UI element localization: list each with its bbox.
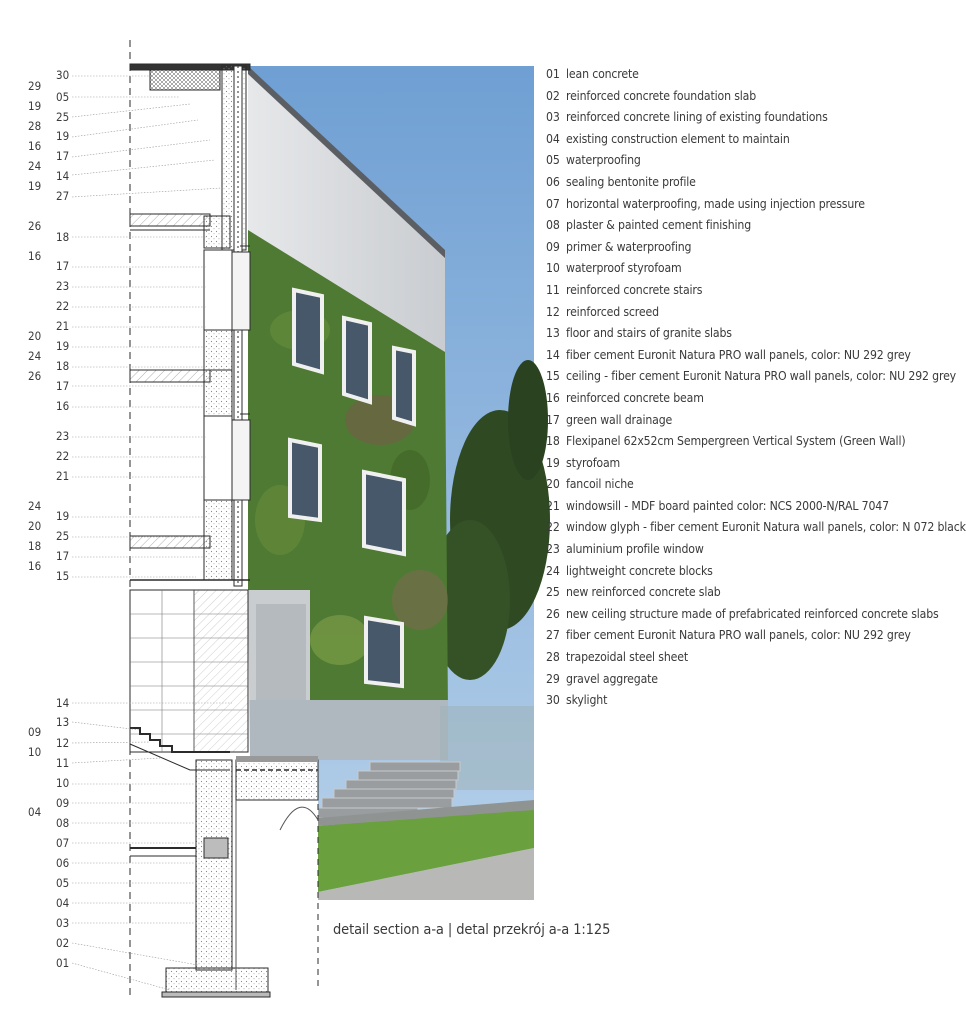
legend-text: waterproof styrofoam bbox=[566, 261, 682, 276]
legend-text: existing construction element to maintain bbox=[566, 131, 790, 146]
legend-item bbox=[546, 347, 911, 369]
legend-number: 18 bbox=[546, 434, 560, 449]
section-label-right: 14 bbox=[56, 696, 70, 710]
section-label-right: 25 bbox=[56, 529, 70, 543]
legend-number: 23 bbox=[546, 542, 560, 557]
legend-item bbox=[546, 282, 891, 304]
legend-text: reinforced concrete beam bbox=[566, 390, 704, 405]
section-label-left: 04 bbox=[28, 805, 42, 819]
legend-item bbox=[546, 627, 911, 649]
section-label-right: 21 bbox=[56, 319, 70, 333]
legend-item bbox=[546, 455, 891, 477]
legend-number: 28 bbox=[546, 650, 560, 665]
legend-number: 06 bbox=[546, 174, 560, 189]
legend-item bbox=[546, 217, 891, 239]
skylight-detail bbox=[150, 68, 220, 90]
legend-text: new reinforced concrete slab bbox=[566, 585, 721, 600]
section-label-right: 13 bbox=[56, 715, 70, 729]
legend-item bbox=[546, 131, 891, 153]
legend-text: lean concrete bbox=[566, 67, 639, 81]
legend-number: 19 bbox=[546, 455, 560, 470]
section-label-right: 17 bbox=[56, 259, 70, 273]
legend-number: 13 bbox=[546, 326, 560, 341]
section-label-left: 24 bbox=[28, 499, 42, 513]
section-label-left: 28 bbox=[28, 119, 42, 133]
legend-number: 14 bbox=[546, 347, 560, 362]
legend-item bbox=[546, 174, 891, 196]
section-label-left: 19 bbox=[28, 179, 42, 193]
section-label-left: 16 bbox=[28, 249, 42, 263]
section-label-right: 19 bbox=[56, 509, 70, 523]
section-label-right: 05 bbox=[56, 876, 70, 890]
legend-text: floor and stairs of granite slabs bbox=[566, 326, 732, 341]
section-label-right: 19 bbox=[56, 129, 70, 143]
legend-number: 27 bbox=[546, 628, 560, 643]
section-label-left: 29 bbox=[28, 79, 42, 93]
section-label-right: 19 bbox=[56, 339, 70, 353]
section-label-right: 23 bbox=[56, 429, 70, 443]
legend-number: 22 bbox=[546, 520, 560, 535]
legend-text: fiber cement Euronit Natura PRO wall panels, color: NU 292 grey bbox=[566, 628, 911, 643]
legend-item bbox=[546, 390, 891, 412]
legend-number: 01 bbox=[546, 67, 560, 81]
legend-item bbox=[546, 649, 891, 671]
legend-number: 03 bbox=[546, 110, 560, 125]
legend-number: 20 bbox=[546, 477, 560, 492]
legend-number: 08 bbox=[546, 218, 560, 233]
legend-text: ceiling - fiber cement Euronit Natura PRO wall panels, color: NU 292 grey bbox=[566, 369, 957, 384]
section-label-left: 20 bbox=[28, 519, 42, 533]
legend-item bbox=[546, 498, 891, 520]
legend-item bbox=[546, 260, 891, 282]
legend-text: gravel aggregate bbox=[566, 671, 658, 686]
section-label-right: 01 bbox=[56, 956, 70, 970]
section-label-right: 06 bbox=[56, 856, 70, 870]
section-label-left: 10 bbox=[28, 745, 42, 759]
legend-text: reinforced concrete foundation slab bbox=[566, 88, 757, 103]
legend-item bbox=[546, 476, 891, 498]
section-label-right: 10 bbox=[56, 776, 70, 790]
legend-list bbox=[546, 66, 966, 714]
legend-text: lightweight concrete blocks bbox=[566, 563, 713, 578]
legend-text: horizontal waterproofing, made using injection pressure bbox=[566, 196, 865, 211]
legend-item bbox=[546, 519, 966, 541]
legend-item bbox=[546, 692, 891, 714]
legend-text: fancoil niche bbox=[566, 477, 634, 492]
section-label-right: 02 bbox=[56, 936, 70, 950]
legend-number: 15 bbox=[546, 369, 560, 384]
section-label-right: 14 bbox=[56, 169, 70, 183]
section-label-right: 22 bbox=[56, 449, 70, 463]
section-label-right: 12 bbox=[56, 736, 70, 750]
section-label-right: 05 bbox=[56, 90, 70, 104]
section-label-right: 16 bbox=[56, 399, 70, 413]
legend-number: 04 bbox=[546, 131, 560, 146]
legend-text: reinforced screed bbox=[566, 304, 659, 319]
legend-text: fiber cement Euronit Natura PRO wall panels, color: NU 292 grey bbox=[566, 347, 911, 362]
legend-item bbox=[546, 584, 891, 606]
legend-number: 21 bbox=[546, 498, 560, 513]
legend-number: 07 bbox=[546, 196, 560, 211]
legend-item bbox=[546, 606, 939, 628]
section-label-right: 17 bbox=[56, 379, 70, 393]
section-label-left: 24 bbox=[28, 159, 42, 173]
section-label-right: 18 bbox=[56, 230, 70, 244]
section-label-right: 07 bbox=[56, 836, 70, 850]
section-label-right: 30 bbox=[56, 68, 70, 82]
section-label-left: 26 bbox=[28, 369, 42, 383]
section-label-right: 17 bbox=[56, 149, 70, 163]
legend-text: waterproofing bbox=[566, 153, 641, 168]
section-label-right: 15 bbox=[56, 569, 70, 583]
legend-number: 26 bbox=[546, 606, 560, 621]
section-label-left: 20 bbox=[28, 329, 42, 343]
legend-item bbox=[546, 109, 891, 131]
legend-item bbox=[546, 304, 891, 326]
legend-item bbox=[546, 152, 891, 174]
legend-number: 24 bbox=[546, 563, 560, 578]
section-label-right: 18 bbox=[56, 359, 70, 373]
drawing-caption: detail section a-a | detal przekrój a-a 1:125 bbox=[333, 922, 611, 938]
legend-text: primer & waterproofing bbox=[566, 239, 692, 254]
section-label-right: 09 bbox=[56, 796, 70, 810]
legend-number: 02 bbox=[546, 88, 560, 103]
legend-text: window glyph - fiber cement Euronit Natura wall panels, color: N 072 black bbox=[566, 520, 966, 535]
legend-item bbox=[546, 196, 891, 218]
legend-number: 17 bbox=[546, 412, 560, 427]
legend-text: skylight bbox=[566, 693, 608, 708]
section-label-right: 11 bbox=[56, 756, 70, 770]
section-label-left: 16 bbox=[28, 139, 42, 153]
legend-text: styrofoam bbox=[566, 455, 621, 470]
legend-number: 11 bbox=[546, 282, 560, 297]
legend-number: 25 bbox=[546, 585, 560, 600]
section-label-right: 17 bbox=[56, 549, 70, 563]
legend-number: 29 bbox=[546, 671, 560, 686]
section-label-left: 19 bbox=[28, 99, 42, 113]
legend-number: 05 bbox=[546, 153, 560, 168]
section-label-left: 24 bbox=[28, 349, 42, 363]
legend-text: plaster & painted cement finishing bbox=[566, 218, 752, 233]
section-label-left: 09 bbox=[28, 725, 42, 739]
section-label-right: 04 bbox=[56, 896, 70, 910]
legend-item bbox=[546, 541, 891, 563]
legend-number: 09 bbox=[546, 239, 560, 254]
legend-number: 30 bbox=[546, 693, 560, 708]
legend-text: aluminium profile window bbox=[566, 542, 704, 557]
legend-number: 12 bbox=[546, 304, 560, 319]
legend-item bbox=[546, 671, 891, 693]
legend-number: 10 bbox=[546, 261, 560, 276]
legend-text: new ceiling structure made of prefabricated reinforced concrete slabs bbox=[566, 606, 939, 621]
legend-item bbox=[546, 412, 891, 434]
legend-text: green wall drainage bbox=[566, 412, 673, 427]
section-label-right: 27 bbox=[56, 189, 70, 203]
legend-item bbox=[546, 433, 906, 455]
legend-text: reinforced concrete lining of existing foundations bbox=[566, 110, 828, 125]
section-label-right: 25 bbox=[56, 110, 70, 124]
legend-text: sealing bentonite profile bbox=[566, 174, 696, 189]
legend-item bbox=[546, 88, 891, 110]
section-label-left: 18 bbox=[28, 539, 42, 553]
section-label-right: 23 bbox=[56, 279, 70, 293]
legend-text: reinforced concrete stairs bbox=[566, 282, 703, 297]
section-label-right: 21 bbox=[56, 469, 70, 483]
legend-item bbox=[546, 563, 891, 585]
legend-item bbox=[546, 368, 957, 390]
section-label-left: 26 bbox=[28, 219, 42, 233]
section-label-right: 22 bbox=[56, 299, 70, 313]
section-label-left: 16 bbox=[28, 559, 42, 573]
legend-item bbox=[546, 239, 891, 261]
legend-item bbox=[546, 66, 891, 88]
legend-text: windowsill - MDF board painted color: NCS 2000-N/RAL 7047 bbox=[566, 498, 889, 513]
legend-item bbox=[546, 325, 891, 347]
legend-number: 16 bbox=[546, 390, 560, 405]
section-label-right: 03 bbox=[56, 916, 70, 930]
legend-text: trapezoidal steel sheet bbox=[566, 650, 688, 665]
section-label-right: 08 bbox=[56, 816, 70, 830]
legend-text: Flexipanel 62x52cm Sempergreen Vertical System (Green Wall) bbox=[566, 434, 906, 449]
